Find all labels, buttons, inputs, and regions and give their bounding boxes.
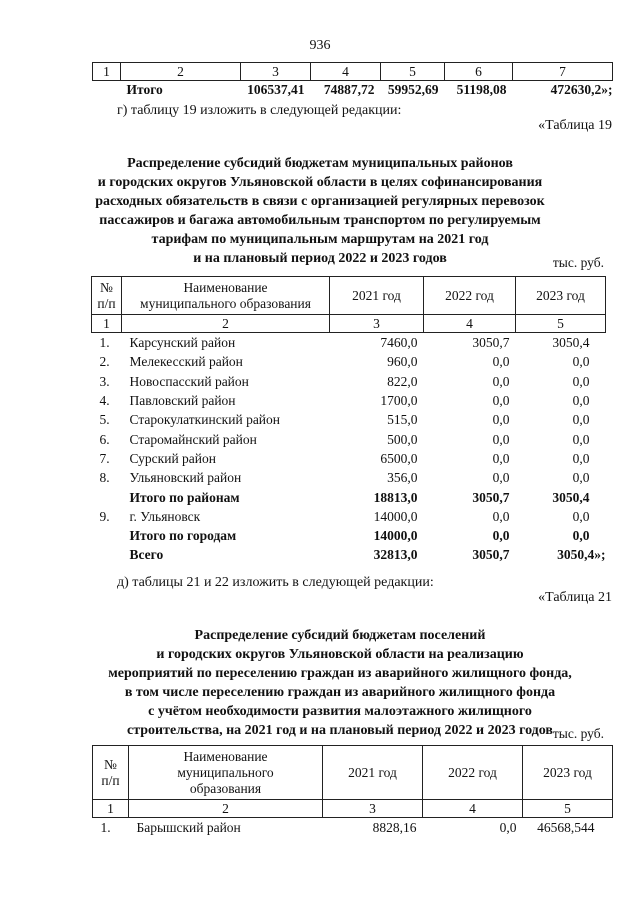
row-value-2021: 500,0: [387, 431, 418, 447]
row-number: [92, 526, 122, 545]
table19-colnum: 4: [424, 315, 516, 333]
table19-header-2022: 2022 год: [424, 277, 516, 315]
table21-header-name: Наименование муниципального образования: [129, 746, 323, 800]
top-col-4: 4: [311, 63, 381, 81]
table-row: [93, 818, 613, 838]
table-row: [92, 410, 606, 429]
table21-header-num: № п/п: [93, 746, 129, 800]
table19-header-name: Наименование муниципального образования: [122, 277, 330, 315]
row-value-2023: 3050,4»;: [557, 547, 606, 563]
row-number: 5.: [99, 412, 110, 428]
row-value-2023: 0,0: [572, 528, 590, 544]
top-table-total-row: [93, 81, 613, 99]
row-value-2022: 3050,7: [472, 547, 510, 563]
row-number: [92, 487, 122, 506]
row-number: 9.: [99, 508, 110, 524]
row-name: Итого по городам: [129, 528, 237, 544]
table19-header-2021: 2021 год: [330, 277, 424, 315]
top-col-1: 1: [93, 63, 121, 81]
table21-header-2023: 2023 год: [523, 746, 613, 800]
row-value-2023: 0,0: [572, 354, 590, 370]
row-value-2022: 0,0: [492, 528, 510, 544]
table21: [92, 745, 613, 837]
top-total-val-1: 106537,41: [247, 82, 305, 97]
row-value-2023: 0,0: [572, 373, 590, 389]
table19-colnum: 5: [516, 315, 606, 333]
row-value-2023: 3050,4: [552, 489, 590, 505]
row-value-2022: 0,0: [492, 508, 510, 524]
table21-label: «Таблица 21: [538, 590, 612, 605]
row-value-2021: 356,0: [387, 470, 418, 486]
row-number: [92, 545, 122, 564]
table19-header-2023: 2023 год: [516, 277, 606, 315]
row-number: 8.: [99, 470, 110, 486]
table21-unit: тыс. руб.: [552, 726, 604, 741]
table21-title-line: Распределение субсидий бюджетам поселений: [194, 628, 486, 643]
top-total-label: Итого: [126, 82, 163, 97]
table-row: [92, 352, 606, 371]
table21-body: [93, 818, 613, 838]
row-name: Новоспасский район: [129, 373, 249, 389]
table21-title: [70, 626, 610, 740]
row-name: Карсунский район: [129, 335, 236, 351]
row-number: 7.: [99, 450, 110, 466]
table21-title-line: строительства, на 2021 год и на плановый период 2022 и 2023 годов: [127, 723, 553, 738]
table19-colnum-row: [92, 315, 606, 333]
table-row: [92, 391, 606, 410]
row-value-2023: 0,0: [572, 470, 590, 486]
row-value-2021: 6500,0: [380, 450, 418, 466]
row-value-2022: 0,0: [492, 450, 510, 466]
row-value-2021: 7460,0: [380, 335, 418, 351]
row-value-2022: 3050,7: [472, 489, 510, 505]
row-value-2021: 14000,0: [373, 528, 418, 544]
top-total-val-5: 472630,2»;: [550, 82, 613, 97]
row-number: 3.: [99, 373, 110, 389]
top-total-val-3: 59952,69: [387, 82, 439, 97]
table-row: [92, 487, 606, 506]
row-value-2023: 0,0: [572, 508, 590, 524]
row-name: Старомайнский район: [129, 431, 257, 447]
top-table: [92, 62, 613, 98]
table21-colnum: 2: [129, 800, 323, 818]
row-value-2022: 0,0: [492, 354, 510, 370]
table21-colnum: 4: [423, 800, 523, 818]
row-value-2022: 0,0: [499, 820, 517, 836]
table21-title-line: мероприятий по переселению граждан из аварийного жилищного фонда,: [108, 666, 572, 681]
instruction-g: г) таблицу 19 изложить в следующей редакции:: [117, 103, 402, 118]
table-row: [92, 449, 606, 468]
table19-title-line: Распределение субсидий бюджетам муниципальных районов: [127, 156, 513, 171]
row-value-2022: 0,0: [492, 470, 510, 486]
table19-title-line: и на плановый период 2022 и 2023 годов: [193, 251, 447, 266]
row-name: Павловский район: [129, 393, 236, 409]
table19-title-line: пассажиров и багажа автомобильным транспортом по регулируемым: [99, 213, 541, 228]
row-number: 4.: [99, 393, 110, 409]
row-value-2021: 1700,0: [380, 393, 418, 409]
row-name: Барышский район: [136, 820, 241, 836]
table21-colnum: 1: [93, 800, 129, 818]
table21-title-line: и городских округов Ульяновской области на реализацию: [156, 647, 524, 662]
row-number: 1.: [99, 335, 110, 351]
row-name: Старокулаткинский район: [129, 412, 281, 428]
table21-colnum: 5: [523, 800, 613, 818]
row-name: г. Ульяновск: [129, 508, 201, 524]
row-number: 2.: [99, 354, 110, 370]
table19-body: [92, 333, 606, 565]
row-name: Ульяновский район: [129, 470, 242, 486]
table19-colnum: 2: [122, 315, 330, 333]
top-col-5: 5: [381, 63, 445, 81]
table21-header-2022: 2022 год: [423, 746, 523, 800]
row-value-2023: 0,0: [572, 393, 590, 409]
page-number: 936: [309, 38, 331, 53]
table-row: [92, 333, 606, 353]
row-value-2023: 0,0: [572, 431, 590, 447]
row-value-2022: 0,0: [492, 431, 510, 447]
top-total-val-2: 74887,72: [323, 82, 375, 97]
table19-header-num: № п/п: [92, 277, 122, 315]
row-value-2023: 3050,4: [552, 335, 590, 351]
table21-colnum: 3: [323, 800, 423, 818]
instruction-d: д) таблицы 21 и 22 изложить в следующей редакции:: [117, 575, 434, 590]
table19-title-line: и городских округов Ульяновской области в целях софинансирования: [97, 175, 543, 190]
table19: [91, 276, 606, 565]
table19-colnum: 3: [330, 315, 424, 333]
table-row: [92, 468, 606, 487]
row-value-2023: 0,0: [572, 412, 590, 428]
table-row: [92, 507, 606, 526]
row-value-2021: 515,0: [387, 412, 418, 428]
top-col-6: 6: [445, 63, 513, 81]
table21-header-2021: 2021 год: [323, 746, 423, 800]
row-value-2022: 0,0: [492, 412, 510, 428]
table19-unit: тыс. руб.: [552, 255, 604, 270]
table-row: [92, 372, 606, 391]
row-number: 1.: [100, 820, 111, 836]
row-value-2022: 0,0: [492, 393, 510, 409]
row-value-2021: 32813,0: [373, 547, 418, 563]
row-name: Всего: [129, 547, 164, 563]
table-row: [92, 545, 606, 564]
row-value-2021: 8828,16: [372, 820, 417, 836]
row-value-2021: 18813,0: [373, 489, 418, 505]
top-total-val-4: 51198,08: [456, 82, 507, 97]
table-row: [92, 429, 606, 448]
table21-title-line: в том числе переселению граждан из аварийного жилищного фонда: [124, 685, 556, 700]
top-table-header-row: [93, 63, 613, 81]
row-value-2021: 822,0: [387, 373, 418, 389]
row-value-2021: 14000,0: [373, 508, 418, 524]
table21-title-line: с учётом необходимости развития малоэтажного жилищного: [148, 704, 532, 719]
row-value-2023: 0,0: [572, 450, 590, 466]
row-name: Сурский район: [129, 450, 216, 466]
table21-header-row: [93, 746, 613, 800]
row-number: 6.: [99, 431, 110, 447]
table19-header-row: [92, 277, 606, 315]
row-value-2022: 0,0: [492, 373, 510, 389]
table19-label: «Таблица 19: [538, 118, 612, 133]
top-col-3: 3: [241, 63, 311, 81]
table19-title-line: расходных обязательств в связи с организацией регулярных перевозок: [95, 194, 545, 209]
top-col-2: 2: [121, 63, 241, 81]
table-row: [92, 526, 606, 545]
table19-colnum: 1: [92, 315, 122, 333]
row-value-2023: 46568,544: [537, 820, 595, 836]
top-col-7: 7: [513, 63, 613, 81]
table21-colnum-row: [93, 800, 613, 818]
row-name: Итого по районам: [129, 489, 240, 505]
table19-title: [60, 154, 580, 268]
table19-title-line: тарифам по муниципальным маршрутам на 2021 год: [151, 232, 489, 247]
row-value-2021: 960,0: [387, 354, 418, 370]
row-value-2022: 3050,7: [472, 335, 510, 351]
row-name: Мелекесский район: [129, 354, 243, 370]
